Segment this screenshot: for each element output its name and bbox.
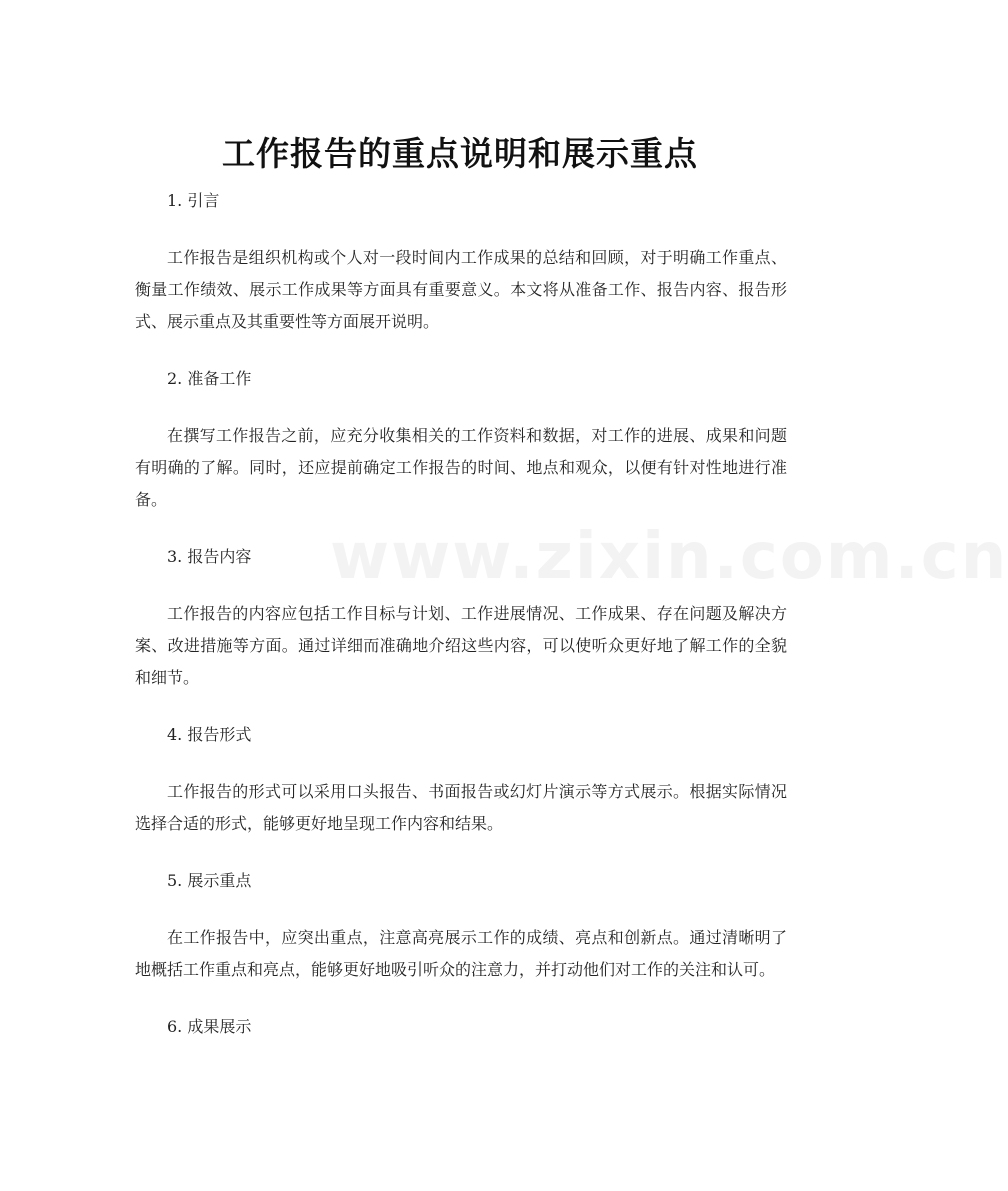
section-paragraph-intro: 工作报告是组织机构或个人对一段时间内工作成果的总结和回顾，对于明确工作重点、衡量工作绩效、展示工作成果等方面具有重要意义。本文将从准备工作、报告内容、报告形式、展示重点及其重要性等方面展开说明。	[135, 248, 787, 331]
section-paragraph-format: 工作报告的形式可以采用口头报告、书面报告或幻灯片演示等方式展示。根据实际情况选择合适的形式，能够更好地呈现工作内容和结果。	[135, 782, 787, 833]
section-heading-results: 6. 成果展示	[167, 1017, 252, 1036]
section-heading-key-points: 5. 展示重点	[167, 871, 252, 890]
section-heading-format: 4. 报告形式	[167, 725, 252, 744]
section-heading-intro: 1. 引言	[167, 191, 220, 210]
section-paragraph-preparation: 在撰写工作报告之前，应充分收集相关的工作资料和数据，对工作的进展、成果和问题有明确的了解。同时，还应提前确定工作报告的时间、地点和观众，以便有针对性地进行准备。	[135, 426, 787, 509]
document-body	[135, 186, 787, 1068]
section-heading-content: 3. 报告内容	[167, 547, 252, 566]
watermark: www.zixin.com.cn	[330, 520, 1008, 594]
document-title: 工作报告的重点说明和展示重点	[222, 134, 698, 174]
section-paragraph-key-points: 在工作报告中，应突出重点，注意高亮展示工作的成绩、亮点和创新点。通过清晰明了地概括工作重点和亮点，能够更好地吸引听众的注意力，并打动他们对工作的关注和认可。	[135, 928, 787, 979]
section-paragraph-content: 工作报告的内容应包括工作目标与计划、工作进展情况、工作成果、存在问题及解决方案、改进措施等方面。通过详细而准确地介绍这些内容，可以使听众更好地了解工作的全貌和细节。	[135, 604, 787, 687]
section-heading-preparation: 2. 准备工作	[167, 369, 252, 388]
